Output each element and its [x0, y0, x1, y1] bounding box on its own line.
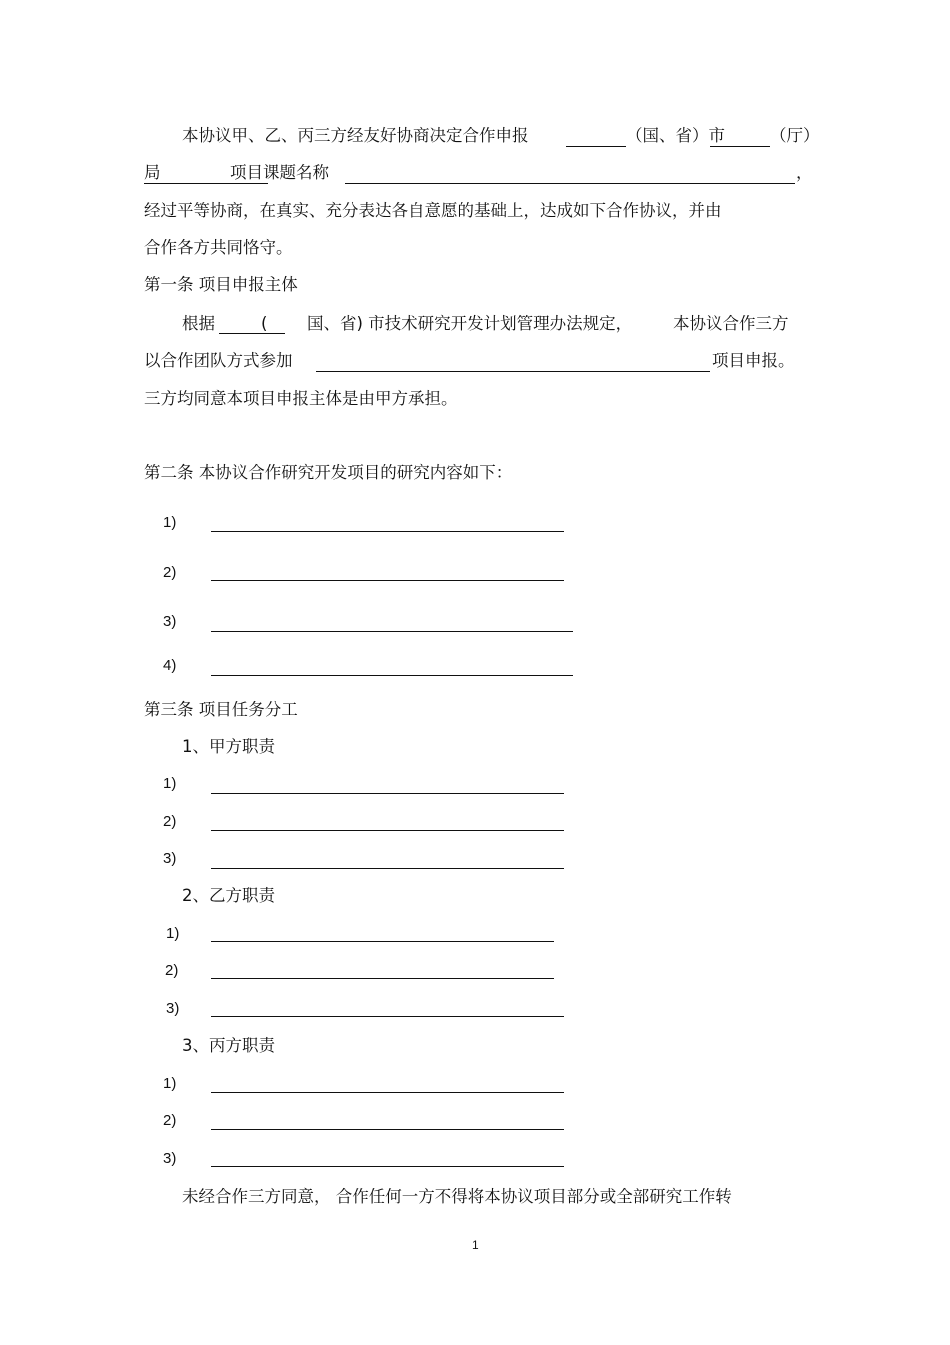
party-a-item-num: 2)	[163, 813, 177, 830]
article3-closing-paragraph: 未经合作三方同意， 合作任何一方不得将本协议项目部分或全部研究工作转	[182, 1187, 732, 1206]
party-c-item-blank	[211, 1129, 564, 1130]
blank-project-name	[345, 183, 795, 184]
party-b-item-num: 2)	[165, 962, 179, 979]
article1-p1-parties: 本协议合作三方	[673, 314, 789, 333]
article1-p1-rules: 国、省) 市技术研究开发计划管理办法规定，	[307, 314, 633, 333]
blank-department	[710, 146, 770, 147]
article2-item-blank	[211, 675, 573, 676]
article1-p2-apply: 项目申报。	[712, 351, 795, 370]
article2-item-num: 1)	[163, 514, 177, 531]
article1-p1-basis: 根据	[182, 314, 215, 333]
article2-item-num: 4)	[163, 657, 177, 674]
article1-p3: 三方均同意本项目申报主体是由甲方承担。	[144, 389, 458, 408]
article2-item-blank	[211, 531, 564, 532]
article1-title: 第一条 项目申报主体	[144, 275, 298, 294]
party-b-item-blank	[211, 978, 554, 979]
intro-line3: 经过平等协商，在真实、充分表达各自意愿的基础上，达成如下合作协议，并由	[144, 201, 722, 220]
party-c-item-blank	[211, 1166, 564, 1167]
intro-line4: 合作各方共同恪守。	[144, 238, 293, 257]
party-b-duties-heading: 2、乙方职责	[182, 886, 275, 905]
intro-line2-comma: ，	[796, 163, 813, 182]
party-c-item-num: 3)	[163, 1150, 177, 1167]
party-c-item-blank	[211, 1092, 564, 1093]
blank-bureau	[144, 183, 268, 184]
article2-item-num: 2)	[163, 564, 177, 581]
article2-item-blank	[211, 631, 573, 632]
article2-item-num: 3)	[163, 613, 177, 630]
blank-basis	[219, 333, 285, 334]
party-a-item-blank	[211, 830, 564, 831]
party-a-item-num: 1)	[163, 775, 177, 792]
page-number: 1	[472, 1238, 479, 1252]
party-c-item-num: 2)	[163, 1112, 177, 1129]
intro-line1-city: （国、省）市	[626, 126, 725, 145]
party-b-item-num: 1)	[166, 925, 180, 942]
party-c-duties-heading: 3、丙方职责	[182, 1036, 275, 1055]
blank-country-province	[566, 146, 626, 147]
article1-p2-team: 以合作团队方式参加	[144, 351, 293, 370]
intro-line1-dept: （厅）	[770, 126, 820, 145]
article2-item-blank	[211, 580, 564, 581]
party-a-item-blank	[211, 793, 564, 794]
party-a-duties-heading: 1、甲方职责	[182, 737, 275, 756]
article1-p1-paren: (	[261, 314, 268, 333]
article3-title: 第三条 项目任务分工	[144, 700, 298, 719]
party-b-item-blank	[211, 1016, 564, 1017]
party-b-item-blank	[211, 941, 554, 942]
party-a-item-blank	[211, 868, 564, 869]
party-a-item-num: 3)	[163, 850, 177, 867]
article2-title: 第二条 本协议合作研究开发项目的研究内容如下：	[144, 463, 513, 482]
party-b-item-num: 3)	[166, 1000, 180, 1017]
intro-line1-text: 本协议甲、乙、丙三方经友好协商决定合作申报	[182, 126, 529, 145]
intro-line2-bureau: 局	[144, 163, 161, 182]
intro-line2-project-label: 项目课题名称	[230, 163, 329, 182]
blank-project	[316, 371, 710, 372]
party-c-item-num: 1)	[163, 1075, 177, 1092]
